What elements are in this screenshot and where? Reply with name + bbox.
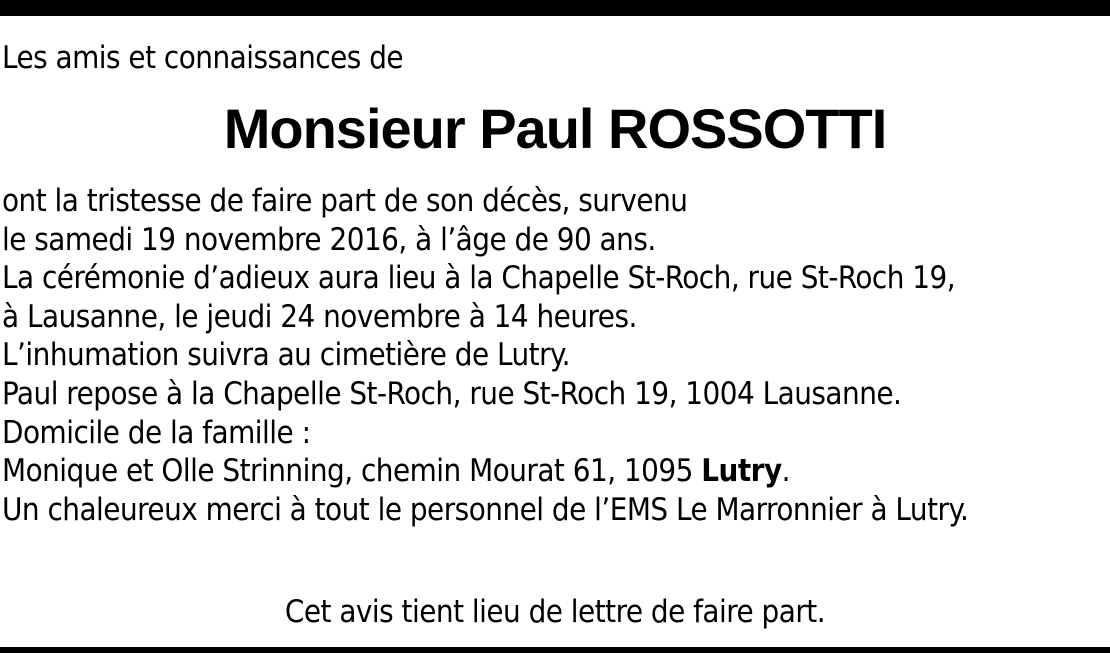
- body-line-death-announcement: ont la tristesse de faire part de son décès, survenu: [2, 183, 688, 219]
- footer-note: Cet avis tient lieu de lettre de faire part.: [284, 594, 826, 630]
- body-line-family-address: [2, 452, 968, 491]
- deceased-name-heading: Monsieur Paul ROSSOTTI: [223, 97, 887, 160]
- body-line-burial: L’inhumation suivra au cimetière de Lutry.: [2, 337, 570, 374]
- body-line-ceremony: La cérémonie d’adieux aura lieu à la Chapelle St-Roch, rue St-Roch 19,: [2, 260, 956, 297]
- body-line-ceremony-time: à Lausanne, le jeudi 24 novembre à 14 heures.: [2, 298, 637, 335]
- body-line-resting-place: Paul repose à la Chapelle St-Roch, rue St-Roch 19, 1004 Lausanne.: [2, 375, 902, 412]
- body-line-date-age: le samedi 19 novembre 2016, à l’âge de 90 ans.: [2, 221, 656, 258]
- address-period: .: [781, 453, 790, 490]
- body-line-family-domicile-label: Domicile de la famille :: [2, 414, 311, 451]
- intro-text: Les amis et connaissances de: [2, 40, 404, 76]
- top-border-rule: [0, 0, 1110, 16]
- notice-body: [2, 182, 968, 529]
- address-town: Lutry: [701, 453, 782, 490]
- address-text: Monique et Olle Strinning, chemin Mourat 61, 1095: [2, 453, 702, 490]
- bottom-border-rule: [0, 647, 1110, 653]
- body-line-thanks: Un chaleureux merci à tout le personnel de l’EMS Le Marronnier à Lutry.: [2, 491, 969, 528]
